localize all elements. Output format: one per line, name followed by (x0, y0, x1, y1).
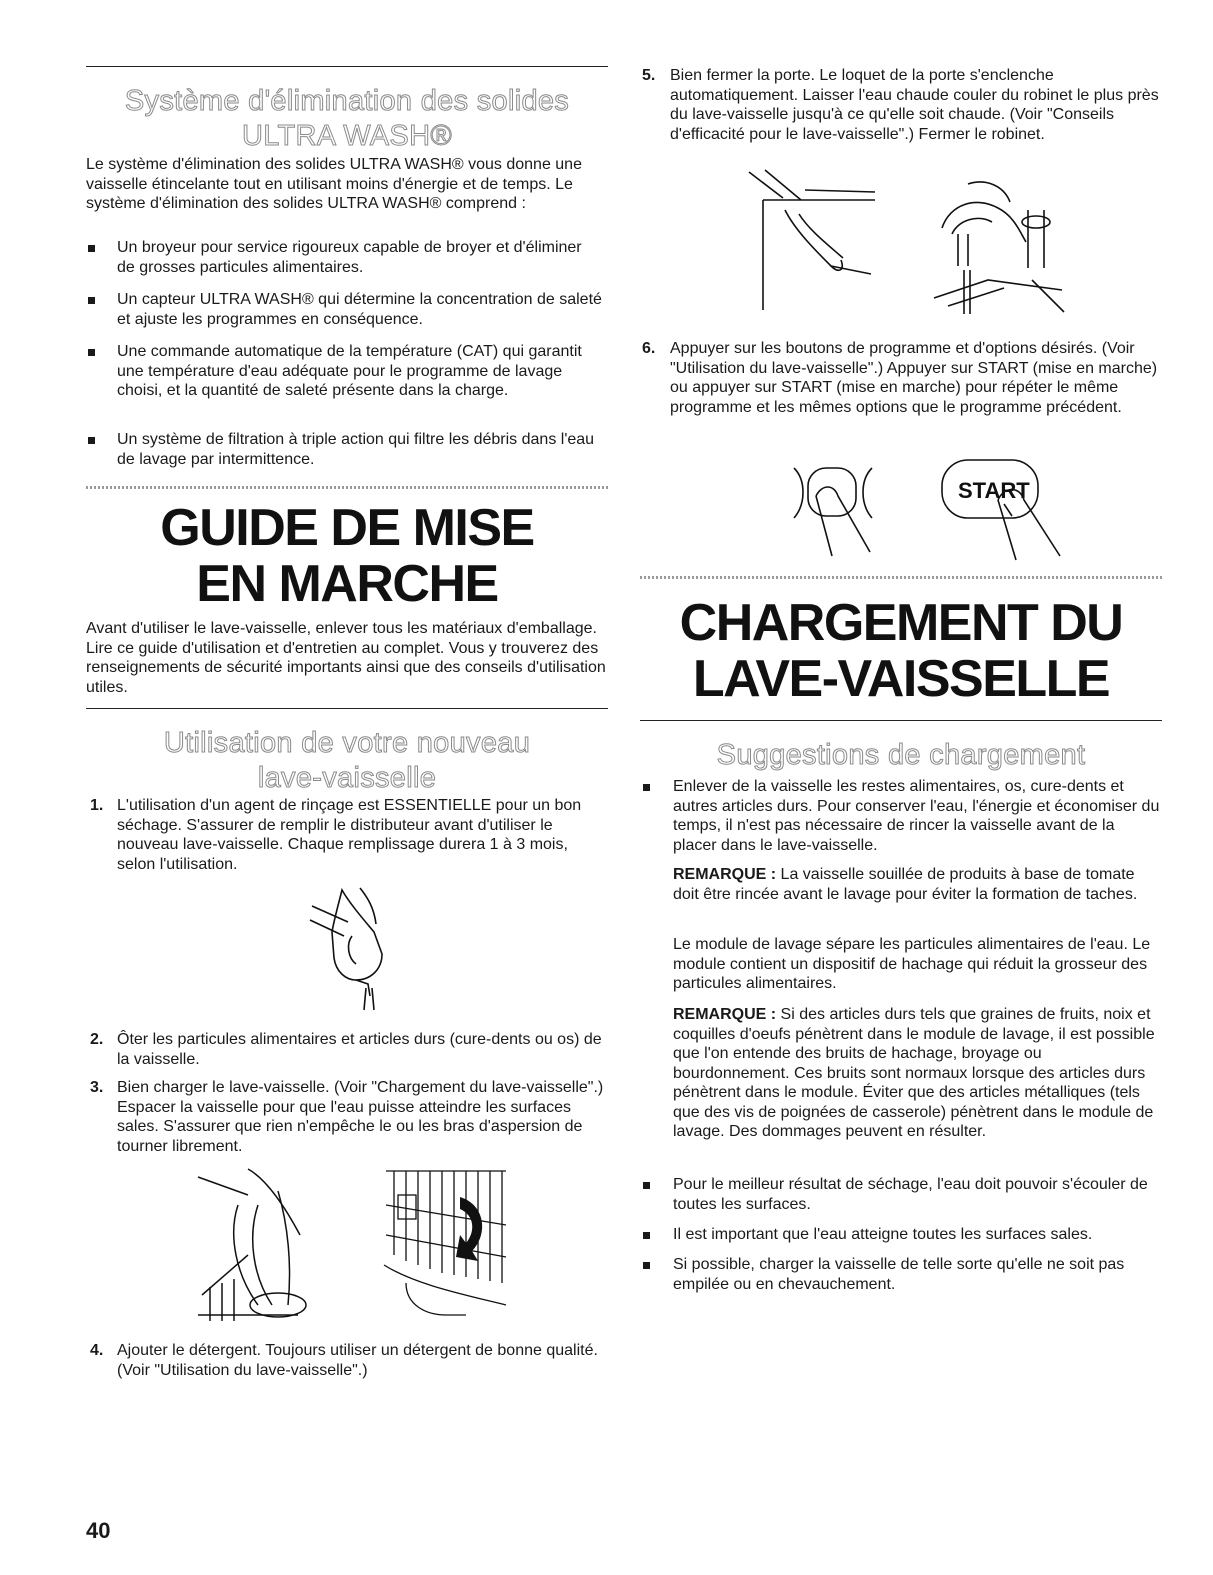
bullet-mark (643, 1182, 650, 1189)
bullet-mark (643, 784, 650, 791)
guide-title-line2: EN MARCHE (196, 555, 498, 613)
step-1-text: L'utilisation d'un agent de rinçage est ESSENTIELLE pour un bon séchage. S'assurer de remplir le distributeur avant d'utiliser le nouveau lave-vaisselle. Chaque remplissage durera 1 à 3 mois, selon l'utilisation. (117, 797, 582, 873)
bullet-mark (88, 297, 95, 304)
loading-note-1 (673, 865, 1162, 904)
guide-intro: Avant d'utiliser le lave-vaisselle, enlever tous les matériaux d'emballage. Lire ce guide d'utilisation et d'entretien au complet. Vous y trouverez des renseignements de sécurité importants ainsi que des conseils d'utilisation utiles. (86, 620, 606, 696)
start-button-illustration (924, 446, 1074, 571)
ultra-wash-title (86, 84, 608, 154)
usage-title-line2: lave-vaisselle (257, 762, 437, 794)
note-text: La vaisselle souillée de produits à base de tomate doit être rincée avant le lavage pour éviter la formation de taches. (673, 866, 1138, 903)
rack-arrow-illustration (376, 1165, 516, 1330)
top-rule-left (86, 66, 608, 67)
ultra-wash-title-line2: ULTRA WASH® (242, 120, 452, 152)
guide-title-line1: GUIDE DE MISE (160, 499, 534, 557)
faucet-illustration (928, 180, 1068, 325)
step-3-text: Bien charger le lave-vaisselle. (Voir "Chargement du lave-vaisselle".) Espacer la vaisselle pour que l'eau puisse atteindre les surfaces sales. S'assurer que rien n'empêche le ou les bras d'aspersion de tourner librement. (117, 1079, 604, 1155)
step-number: 3. (90, 1079, 104, 1096)
step-number: 6. (642, 340, 656, 357)
dotted-divider-right (640, 576, 1162, 579)
loading-rule (640, 720, 1162, 721)
ultra-wash-bullet-1: Un broyeur pour service rigoureux capable de broyer et d'éliminer de grosses particules alimentaires. (117, 239, 582, 276)
guide-title (86, 500, 608, 612)
loading-note-2 (673, 1005, 1162, 1142)
dishes-rack-illustration (188, 1165, 318, 1330)
ultra-wash-bullet-2: Un capteur ULTRA WASH® qui détermine la concentration de saleté et ajuste les programmes en conséquence. (117, 291, 602, 328)
loading-bullet-4: Si possible, charger la vaisselle de telle sorte qu'elle ne soit pas empilée ou en chevauchement. (673, 1256, 1125, 1293)
loading-title (640, 595, 1162, 707)
step-number: 2. (90, 1031, 104, 1048)
program-button-illustration (772, 456, 892, 571)
loading-bullet-3: Il est important que l'eau atteigne toutes les surfaces sales. (673, 1226, 1093, 1243)
note-label: REMARQUE : (673, 866, 777, 883)
step-number: 4. (90, 1342, 104, 1359)
usage-rule (86, 708, 608, 709)
bullet-mark (643, 1232, 650, 1239)
usage-title (86, 726, 608, 796)
dotted-divider-left (86, 486, 608, 489)
ultra-wash-title-line1: Système d'élimination des solides (124, 85, 570, 117)
step-number: 1. (90, 797, 104, 814)
step-5-text: Bien fermer la porte. Le loquet de la porte s'enclenche automatiquement. Laisser l'eau chaude couler du robinet le plus près du lave-vaisselle jusqu'à ce qu'elle soit chaude. (Voir "Conseils d'efficacité pour le lave-vaisselle".) Fermer le robinet. (670, 67, 1159, 143)
step-number: 5. (642, 67, 656, 84)
rinse-aid-illustration (290, 884, 420, 1019)
bullet-mark (643, 1262, 650, 1269)
loading-bullet-2: Pour le meilleur résultat de séchage, l'eau doit pouvoir s'écouler de toutes les surfaces. (673, 1176, 1148, 1213)
step-2-text: Ôter les particules alimentaires et articles durs (cure-dents ou os) de la vaisselle. (117, 1031, 602, 1068)
door-close-illustration (745, 170, 885, 325)
step-4-text: Ajouter le détergent. Toujours utiliser un détergent de bonne qualité. (Voir "Utilisation du lave-vaisselle".) (117, 1342, 598, 1379)
ultra-wash-intro: Le système d'élimination des solides ULTRA WASH® vous donne une vaisselle étincelante tout en utilisant moins d'énergie et de temps. Le système d'élimination des solides ULTRA WASH® comprend : (86, 156, 582, 212)
loading-bullet-1: Enlever de la vaisselle les restes alimentaires, os, cure-dents et autres articles durs. Pour conserver l'eau, l'énergie et économiser du temps, il n'est pas nécessaire de rincer la vaisselle avant de la placer dans le lave-vaisselle. (673, 778, 1160, 854)
bullet-mark (88, 437, 95, 444)
step-6-text: Appuyer sur les boutons de programme et d'options désirés. (Voir "Utilisation du lave-vaisselle".) Appuyer sur START (mise en marche) ou appuyer sur START (mise en marche) pour répéter le même programme et les mêmes options que le programme précédent. (670, 340, 1158, 416)
note-text: Si des articles durs tels que graines de fruits, noix et coquilles d'oeufs pénètrent dans le module de lavage, il est possible que l'on entende des bruits de hachage, broyage ou bourdonnement. Ces bruits sont normaux lorsque des articles durs pénètrent dans le module. Éviter que des articles métalliques (tels que des vis de poignées de casserole) pénètrent dans le module de lavage. Des dommages peuvent en résulter. (673, 1006, 1155, 1140)
usage-title-line1: Utilisation de votre nouveau (163, 727, 531, 759)
ultra-wash-bullet-4: Un système de filtration à triple action qui filtre les débris dans l'eau de lavage par intermittence. (117, 431, 595, 468)
start-button-label: START (958, 478, 1030, 503)
loading-subtitle: Suggestions de chargement (716, 739, 1086, 771)
page-number: 40 (86, 1518, 111, 1543)
loading-module-text: Le module de lavage sépare les particules alimentaires de l'eau. Le module contient un dispositif de hachage qui réduit la grosseur des particules alimentaires. (673, 936, 1151, 992)
note-label: REMARQUE : (673, 1006, 777, 1023)
bullet-mark (88, 349, 95, 356)
loading-title-line1: CHARGEMENT DU (679, 594, 1123, 652)
bullet-mark (88, 245, 95, 252)
loading-title-line2: LAVE-VAISSELLE (692, 650, 1110, 708)
ultra-wash-bullet-3: Une commande automatique de la température (CAT) qui garantit une température d'eau adéquate pour le programme de lavage choisi, et la quantité de saleté présente dans la charge. (117, 343, 582, 399)
